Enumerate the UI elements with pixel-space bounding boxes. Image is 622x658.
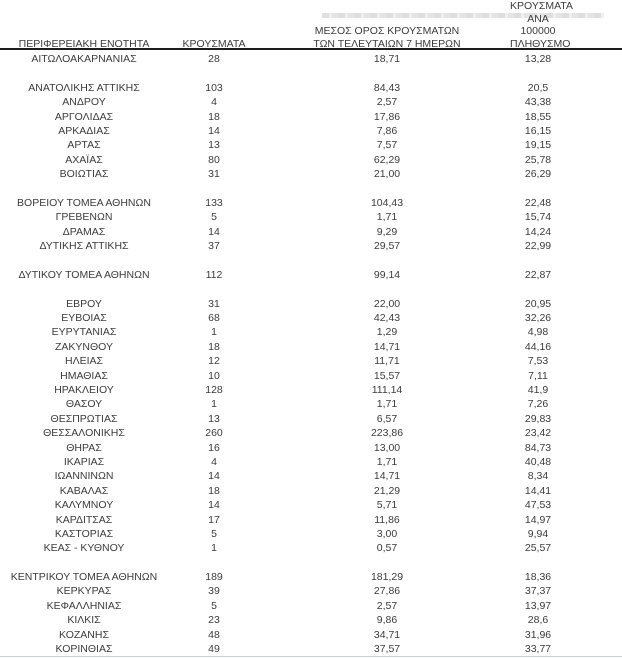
avg-7day-value: 7,57 xyxy=(376,139,398,152)
per-100k-value: 37,37 xyxy=(524,585,552,598)
table-row xyxy=(0,369,622,383)
region-name: ΒΟΙΩΤΙΑΣ xyxy=(59,168,109,181)
header-avg-7day xyxy=(260,25,510,52)
cases-value: 18 xyxy=(208,110,220,123)
per-100k-value: 19,15 xyxy=(524,139,552,152)
avg-7day-value: 14,71 xyxy=(373,470,401,483)
per-100k-value: 14,24 xyxy=(524,225,552,238)
header-cases xyxy=(168,38,260,53)
table-row xyxy=(0,297,622,311)
table-row xyxy=(0,469,622,483)
region-name: ΚΕΡΚΥΡΑΣ xyxy=(56,585,112,598)
per-100k-value: 33,77 xyxy=(524,643,552,656)
table-row xyxy=(0,81,622,95)
avg-7day-value: 21,29 xyxy=(373,484,401,497)
cases-value: 31 xyxy=(208,297,220,310)
cases-value: 16 xyxy=(208,441,220,454)
table-row xyxy=(0,628,622,642)
region-name: ΚΑΡΔΙΤΣΑΣ xyxy=(55,513,113,526)
cases-value: 5 xyxy=(211,211,217,224)
region-name: ΚΑΒΑΛΑΣ xyxy=(59,484,109,497)
avg-7day-value: 1,71 xyxy=(376,455,398,468)
region-name: ΚΟΖΑΝΗΣ xyxy=(59,628,109,641)
avg-7day-value: 2,57 xyxy=(376,96,398,109)
per-100k-value: 40,48 xyxy=(524,455,552,468)
table-row xyxy=(0,239,622,253)
table-row xyxy=(0,110,622,124)
region-name: ΖΑΚΥΝΘΟΥ xyxy=(54,340,113,353)
avg-7day-value: 17,86 xyxy=(373,110,401,123)
cases-value: 31 xyxy=(208,168,220,181)
avg-7day-value: 11,71 xyxy=(374,355,400,368)
per-100k-value: 44,16 xyxy=(524,340,552,353)
region-name: ΚΑΛΥΜΝΟΥ xyxy=(54,499,114,512)
region-name: ΑΡΚΑΔΙΑΣ xyxy=(58,124,110,137)
table-row xyxy=(0,484,622,498)
per-100k-value: 14,97 xyxy=(524,513,552,526)
table-row xyxy=(0,527,622,541)
cases-value: 4 xyxy=(211,455,217,468)
group-separator xyxy=(0,282,622,296)
per-100k-value: 9,94 xyxy=(527,527,549,540)
cases-value: 80 xyxy=(208,153,220,166)
cases-value: 18 xyxy=(208,484,220,497)
region-name: ΑΝΑΤΟΛΙΚΗΣ ΑΤΤΙΚΗΣ xyxy=(28,81,140,94)
region-name: ΘΑΣΟΥ xyxy=(65,398,103,411)
table-row xyxy=(0,397,622,411)
avg-7day-value: 1,29 xyxy=(376,326,398,339)
region-name: ΑΡΓΟΛΙΔΑΣ xyxy=(54,110,114,123)
cases-value: 189 xyxy=(205,571,223,584)
per-100k-value: 20,95 xyxy=(524,297,552,310)
cases-value: 260 xyxy=(205,427,223,440)
per-100k-value: 7,26 xyxy=(527,398,549,411)
cases-value: 23 xyxy=(208,614,220,627)
table-row xyxy=(0,584,622,598)
avg-7day-value: 22,00 xyxy=(373,297,401,310)
region-name: ΓΡΕΒΕΝΩΝ xyxy=(55,211,113,224)
region-name: ΕΒΡΟΥ xyxy=(66,297,102,310)
bottom-border-line xyxy=(0,656,622,657)
per-100k-value: 25,78 xyxy=(524,153,552,166)
avg-7day-value: 104,43 xyxy=(370,196,404,209)
region-name: ΘΗΡΑΣ xyxy=(66,441,102,454)
per-100k-value: 43,38 xyxy=(524,96,552,109)
per-100k-value: 26,29 xyxy=(524,168,552,181)
per-100k-value: 31,96 xyxy=(524,628,552,641)
cases-value: 12 xyxy=(208,355,220,368)
avg-7day-value: 18,71 xyxy=(373,53,401,65)
per-100k-value: 16,15 xyxy=(524,124,552,137)
table-row xyxy=(0,441,622,455)
avg-7day-value: 84,43 xyxy=(373,81,401,94)
per-100k-value: 25,57 xyxy=(524,542,552,555)
region-name: ΚΕΦΑΛΛΗΝΙΑΣ xyxy=(46,599,122,612)
cases-value: 133 xyxy=(205,196,223,209)
region-name: ΙΩΑΝΝΙΝΩΝ xyxy=(54,470,114,483)
avg-7day-value: 11,86 xyxy=(374,513,400,526)
avg-7day-value: 62,29 xyxy=(373,153,401,166)
group-separator xyxy=(0,253,622,267)
avg-7day-value: 6,57 xyxy=(376,412,398,425)
avg-7day-value: 3,00 xyxy=(376,527,398,540)
group-separator xyxy=(0,66,622,80)
region-name: ΗΡΑΚΛΕΙΟΥ xyxy=(54,383,114,396)
table-row xyxy=(0,426,622,440)
table-row xyxy=(0,153,622,167)
avg-7day-value: 1,71 xyxy=(376,211,398,224)
header-regional-unit xyxy=(0,38,168,53)
per-100k-value: 18,36 xyxy=(524,571,552,584)
region-name: ΕΥΡΥΤΑΝΙΑΣ xyxy=(51,326,117,339)
region-name: ΚΟΡΙΝΘΙΑΣ xyxy=(55,643,113,656)
region-name: ΘΕΣΣΑΛΟΝΙΚΗΣ xyxy=(43,427,125,440)
region-name: ΑΡΤΑΣ xyxy=(67,139,101,152)
header-per-100k-line2: ΠΛΗΘΥΣΜΟ xyxy=(510,37,571,50)
avg-7day-value: 21,00 xyxy=(373,168,401,181)
per-100k-value: 4,98 xyxy=(527,326,549,339)
table-row xyxy=(0,455,622,469)
cases-value: 112 xyxy=(205,268,223,281)
group-separator xyxy=(0,182,622,196)
cases-value: 5 xyxy=(211,527,217,540)
cases-value: 18 xyxy=(208,340,220,353)
region-name: ΚΕΝΤΡΙΚΟΥ ΤΟΜΕΑ ΑΘΗΝΩΝ xyxy=(10,571,158,584)
region-name: ΗΛΕΙΑΣ xyxy=(64,355,103,368)
table-row xyxy=(0,541,622,555)
region-name: ΗΜΑΘΙΑΣ xyxy=(60,369,108,382)
region-name: ΔΡΑΜΑΣ xyxy=(62,225,106,238)
per-100k-value: 18,55 xyxy=(524,110,552,123)
region-name: ΔΥΤΙΚΗΣ ΑΤΤΙΚΗΣ xyxy=(39,240,129,253)
per-100k-value: 13,28 xyxy=(524,53,552,65)
table-row xyxy=(0,498,622,512)
per-100k-value: 29,83 xyxy=(524,412,552,425)
avg-7day-value: 2,57 xyxy=(376,599,398,612)
region-name: ΚΙΛΚΙΣ xyxy=(67,614,101,627)
per-100k-value: 14,41 xyxy=(524,484,552,497)
table-row xyxy=(0,412,622,426)
avg-7day-value: 99,14 xyxy=(373,268,401,281)
header-per-100k-line1: ΚΡΟΥΣΜΑΤΑ ΑΝΑ 100000 xyxy=(510,0,573,37)
table-row xyxy=(0,268,622,282)
table-row xyxy=(0,124,622,138)
region-name: ΔΥΤΙΚΟΥ ΤΟΜΕΑ ΑΘΗΝΩΝ xyxy=(18,268,150,281)
cases-value: 14 xyxy=(208,225,220,238)
cases-value: 48 xyxy=(208,628,220,641)
cases-value: 68 xyxy=(208,312,220,325)
per-100k-value: 32,26 xyxy=(524,312,552,325)
cases-value: 17 xyxy=(208,513,220,526)
per-100k-value: 20,5 xyxy=(527,81,549,94)
table-row xyxy=(0,138,622,152)
table-row xyxy=(0,383,622,397)
avg-7day-value: 15,57 xyxy=(373,369,401,382)
table-row xyxy=(0,210,622,224)
cases-value: 28 xyxy=(208,53,220,65)
table-row xyxy=(0,513,622,527)
region-name: ΙΚΑΡΙΑΣ xyxy=(63,455,105,468)
avg-7day-value: 13,00 xyxy=(373,441,401,454)
per-100k-value: 22,87 xyxy=(524,268,552,281)
cases-value: 14 xyxy=(208,470,220,483)
per-100k-value: 13,97 xyxy=(524,599,552,612)
table-row xyxy=(0,340,622,354)
avg-7day-value: 27,86 xyxy=(373,585,401,598)
table-row xyxy=(0,354,622,368)
table-row xyxy=(0,196,622,210)
avg-7day-value: 29,57 xyxy=(373,240,401,253)
cases-value: 14 xyxy=(208,499,220,512)
per-100k-value: 15,74 xyxy=(524,211,552,224)
table-row xyxy=(0,570,622,584)
header-cases-label: ΚΡΟΥΣΜΑΤΑ xyxy=(182,37,246,50)
cases-value: 1 xyxy=(211,542,217,555)
table-body xyxy=(0,52,622,656)
per-100k-value: 7,11 xyxy=(528,369,548,382)
header-avg-7day-line2: ΤΩΝ ΤΕΛΕΥΤΑΙΩΝ 7 ΗΜΕΡΩΝ xyxy=(313,37,461,50)
avg-7day-value: 5,71 xyxy=(376,499,398,512)
table-row xyxy=(0,167,622,181)
region-name: ΑΝΔΡΟΥ xyxy=(62,96,106,109)
per-100k-value: 22,99 xyxy=(524,240,552,253)
cases-value: 13 xyxy=(208,139,220,152)
avg-7day-value: 111,14 xyxy=(371,383,403,396)
table-row xyxy=(0,52,622,66)
per-100k-value: 7,53 xyxy=(527,355,549,368)
table-row xyxy=(0,599,622,613)
group-separator xyxy=(0,556,622,570)
avg-7day-value: 0,57 xyxy=(376,542,398,555)
cases-value: 39 xyxy=(208,585,220,598)
avg-7day-value: 1,71 xyxy=(376,398,398,411)
cases-value: 14 xyxy=(208,124,220,137)
cases-value: 10 xyxy=(208,369,220,382)
header-avg-7day-line1: ΜΕΣΟΣ ΟΡΟΣ ΚΡΟΥΣΜΑΤΩΝ xyxy=(314,25,460,37)
avg-7day-value: 14,71 xyxy=(373,340,401,353)
region-name: ΒΟΡΕΙΟΥ ΤΟΜΕΑ ΑΘΗΝΩΝ xyxy=(17,196,151,209)
cases-value: 49 xyxy=(208,643,220,656)
avg-7day-value: 181,29 xyxy=(370,571,404,584)
per-100k-value: 8,34 xyxy=(527,470,549,483)
cases-value: 128 xyxy=(205,383,223,396)
per-100k-value: 41,9 xyxy=(527,383,549,396)
table-row xyxy=(0,311,622,325)
cases-value: 103 xyxy=(205,81,223,94)
avg-7day-value: 37,57 xyxy=(373,643,401,656)
per-100k-value: 47,53 xyxy=(524,499,552,512)
region-name: ΑΙΤΩΛΟΑΚΑΡΝΑΝΙΑΣ xyxy=(31,53,137,65)
avg-7day-value: 34,71 xyxy=(373,628,401,641)
table-row xyxy=(0,613,622,627)
avg-7day-value: 42,43 xyxy=(373,312,401,325)
region-name: ΑΧΑΪΑΣ xyxy=(65,153,103,166)
cases-value: 4 xyxy=(211,96,217,109)
cases-value: 37 xyxy=(208,240,220,253)
per-100k-value: 28,6 xyxy=(527,614,549,627)
table-row xyxy=(0,642,622,656)
cases-value: 1 xyxy=(211,326,217,339)
region-name: ΘΕΣΠΡΩΤΙΑΣ xyxy=(50,412,118,425)
avg-7day-value: 9,29 xyxy=(376,225,398,238)
avg-7day-value: 9,86 xyxy=(376,614,398,627)
table-header xyxy=(0,0,622,50)
per-100k-value: 23,42 xyxy=(524,427,552,440)
table-row xyxy=(0,95,622,109)
per-100k-value: 22,48 xyxy=(524,196,552,209)
region-name: ΚΕΑΣ - ΚΥΘΝΟΥ xyxy=(43,542,125,555)
region-name: ΚΑΣΤΟΡΙΑΣ xyxy=(54,527,114,540)
avg-7day-value: 223,86 xyxy=(370,427,404,440)
per-100k-value: 84,73 xyxy=(524,441,552,454)
table-row xyxy=(0,225,622,239)
region-name: ΕΥΒΟΙΑΣ xyxy=(61,312,107,325)
cases-value: 5 xyxy=(211,599,217,612)
table-row xyxy=(0,325,622,339)
header-per-100k xyxy=(510,0,622,52)
cases-value: 1 xyxy=(211,398,217,411)
cases-value: 13 xyxy=(208,412,220,425)
avg-7day-value: 7,86 xyxy=(376,124,398,137)
header-regional-unit-label: ΠΕΡΙΦΕΡΕΙΑΚΗ ΕΝΟΤΗΤΑ xyxy=(18,37,150,50)
